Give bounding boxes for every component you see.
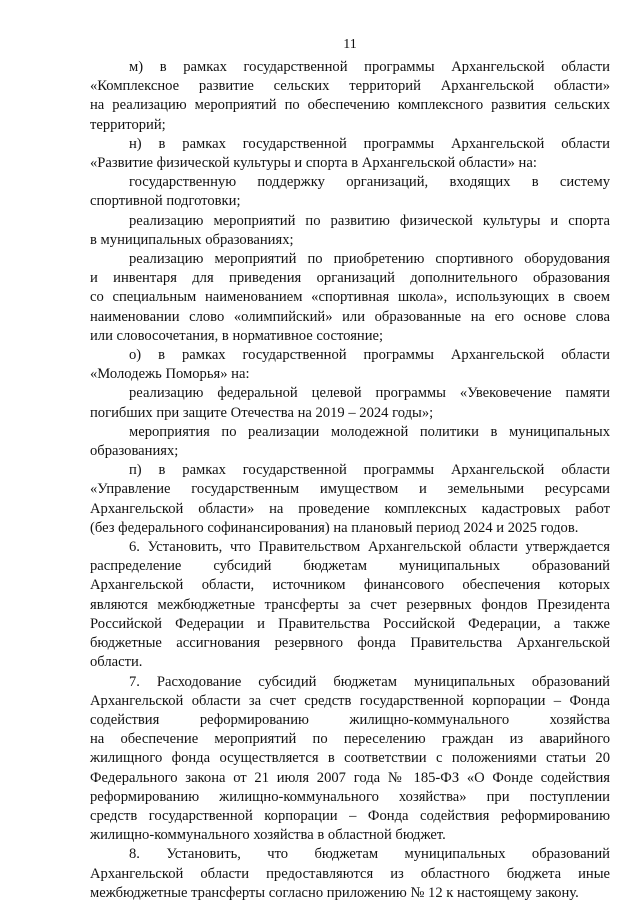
text-line: межбюджетные трансферты согласно приложению № 12 к настоящему закону. bbox=[90, 884, 579, 901]
text-line: и инвентаря для приведения организаций дополнительного образования bbox=[90, 270, 610, 287]
text-line: или словосочетания, в нормативное состояние; bbox=[90, 327, 384, 344]
text-line: области. bbox=[90, 654, 143, 671]
paragraph-o2 bbox=[90, 423, 610, 461]
text-line: бюджетные ассигнования резервного фонда Правительства Архангельской bbox=[90, 635, 610, 652]
text-line: м) в рамках государственной программы Архангельской области bbox=[129, 59, 610, 75]
text-line: реализацию мероприятий по приобретению спортивного оборудования bbox=[129, 251, 610, 268]
text-line: наименовании слово «олимпийский» или образованные на его основе слова bbox=[90, 308, 610, 325]
text-line: погибших при защите Отечества на 2019 – 2024 годы»; bbox=[90, 404, 434, 421]
text-line: реализацию мероприятий по развитию физической культуры и спорта bbox=[129, 212, 610, 229]
paragraph-n1 bbox=[90, 173, 610, 211]
text-line: реформированию жилищно-коммунального хозяйства» при поступлении bbox=[90, 788, 610, 805]
text-line: жилищного фонда осуществляется в соответствии с положениями статьи 20 bbox=[90, 750, 610, 767]
paragraph-item7 bbox=[90, 673, 610, 846]
text-line: спортивной подготовки; bbox=[90, 193, 241, 210]
text-line: содействия реформированию жилищно-коммунального хозяйства bbox=[90, 711, 610, 728]
text-line: (без федерального софинансирования) на плановый период 2024 и 2025 годов. bbox=[90, 519, 579, 536]
document-body bbox=[90, 58, 610, 903]
text-line: Федерального закона от 21 июля 2007 года № 185-ФЗ «О Фонде содействия bbox=[90, 769, 610, 786]
text-line: «Молодежь Поморья» на: bbox=[90, 366, 250, 383]
text-line: реализацию федеральной целевой программы «Увековечение памяти bbox=[129, 385, 610, 402]
text-line: «Развитие физической культуры и спорта в Архангельской области» на: bbox=[90, 155, 537, 172]
text-line: образованиях; bbox=[90, 443, 179, 460]
text-line: территорий; bbox=[90, 116, 166, 133]
text-line: п) в рамках государственной программы Архангельской области bbox=[129, 462, 610, 479]
text-line: «Управление государственным имуществом и земельными ресурсами bbox=[90, 481, 610, 498]
text-line: мероприятия по реализации молодежной политики в муниципальных bbox=[129, 423, 610, 440]
text-line: средств государственной корпорации – Фонда содействия реформированию bbox=[90, 807, 610, 824]
text-line: являются межбюджетные трансферты за счет резервных фондов Президента bbox=[90, 596, 610, 613]
text-line: н) в рамках государственной программы Архангельской области bbox=[129, 135, 610, 152]
page-number: 11 bbox=[343, 37, 357, 52]
text-line: 7. Расходование субсидий бюджетам муниципальных образований bbox=[129, 673, 610, 690]
paragraph-p bbox=[90, 461, 610, 538]
paragraph-m bbox=[90, 58, 610, 135]
text-line: жилищно-коммунального хозяйства в областной бюджет. bbox=[90, 827, 446, 844]
paragraph-item6 bbox=[90, 538, 610, 672]
text-line: 6. Установить, что Правительством Архангельской области утверждается bbox=[129, 539, 610, 556]
paragraph-item8 bbox=[90, 845, 610, 903]
text-line: о) в рамках государственной программы Архангельской области bbox=[129, 347, 610, 364]
text-line: на обеспечение мероприятий по переселению граждан из аварийного bbox=[90, 731, 610, 748]
text-line: Архангельской области за счет средств государственной корпорации – Фонда bbox=[90, 692, 610, 709]
paragraph-n2 bbox=[90, 212, 610, 250]
text-line: Архангельской области» на проведение комплексных кадастровых работ bbox=[90, 500, 610, 517]
paragraph-o1 bbox=[90, 384, 610, 422]
text-line: в муниципальных образованиях; bbox=[90, 231, 294, 248]
paragraph-n bbox=[90, 135, 610, 173]
text-line: распределение субсидий бюджетам муниципальных образований bbox=[90, 558, 610, 575]
text-line: 8. Установить, что бюджетам муниципальных образований bbox=[129, 846, 610, 863]
text-line: Архангельской области, источником финансового обеспечения которых bbox=[90, 577, 610, 594]
text-line: Архангельской области предоставляются из областного бюджета иные bbox=[90, 865, 610, 882]
text-line: государственную поддержку организаций, входящих в систему bbox=[129, 174, 610, 191]
paragraph-o bbox=[90, 346, 610, 384]
text-line: «Комплексное развитие сельских территорий Архангельской области» bbox=[90, 78, 610, 95]
paragraph-n3 bbox=[90, 250, 610, 346]
text-line: на реализацию мероприятий по обеспечению комплексного развития сельских bbox=[90, 97, 610, 114]
text-line: Российской Федерации и Правительства Российской Федерации, а также bbox=[90, 615, 610, 632]
text-line: со специальным наименованием «спортивная школа», использующих в своем bbox=[90, 289, 610, 306]
